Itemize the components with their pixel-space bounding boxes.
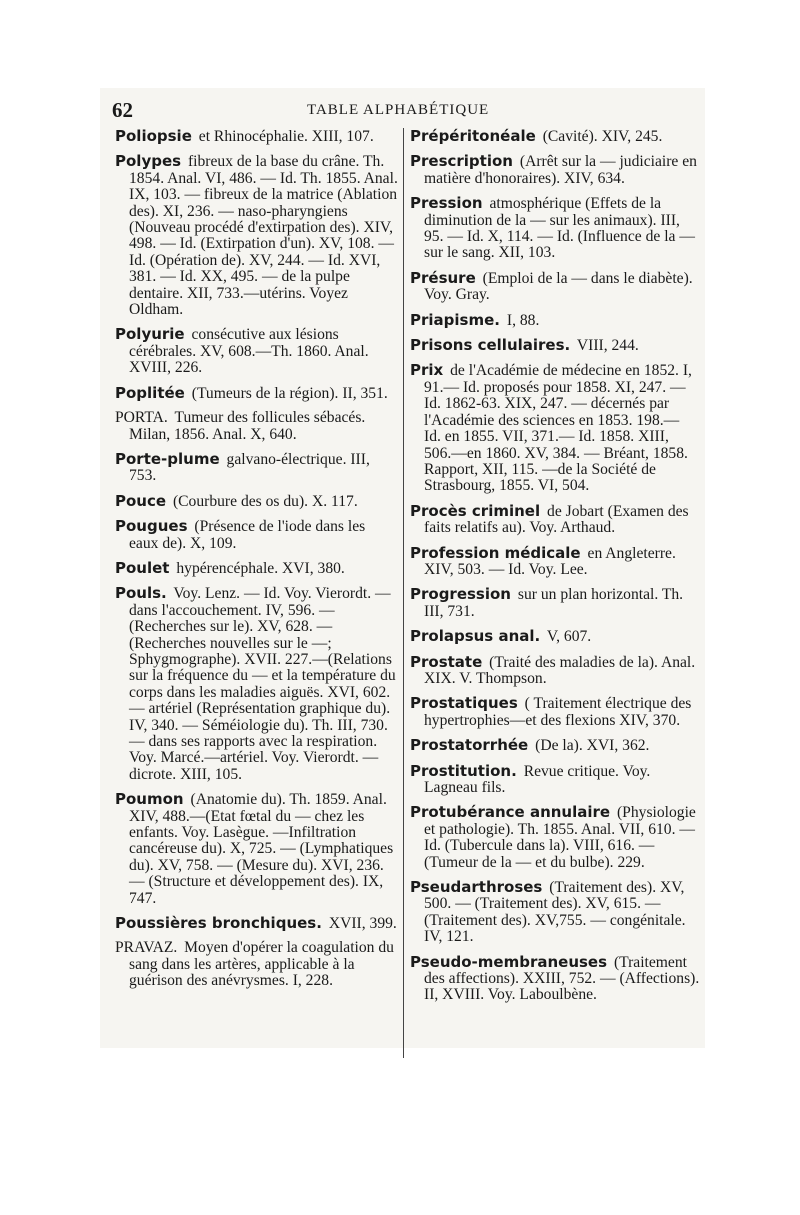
entry-headword: Poplitée xyxy=(115,383,185,402)
entry-headword: Pression xyxy=(410,194,483,213)
index-entry xyxy=(115,915,398,932)
entry-headword: Polypes xyxy=(115,152,182,171)
index-entry xyxy=(410,954,700,1004)
index-entry xyxy=(410,737,700,754)
entry-headword: Pseudo-membraneuses xyxy=(410,952,608,971)
entry-headword: Procès criminel xyxy=(410,501,541,520)
entry-text: en Angleterre. XIV, 503. — Id. Voy. Lee. xyxy=(424,544,676,578)
entry-headword: Poumon xyxy=(115,790,184,809)
index-entry xyxy=(410,586,700,620)
entry-headword: Prostate xyxy=(410,652,483,671)
entry-headword: PORTA. xyxy=(115,409,168,427)
entry-text: I, 88. xyxy=(506,311,540,329)
entry-text: et Rhinocéphalie. XIII, 107. xyxy=(198,128,374,145)
entry-text: XVII, 399. xyxy=(328,915,397,933)
entry-text: de l'Académie de médecine en 1852. I, 91.— Id. proposés pour 1858. XI, 247. — Id. 1862-63. XIX, 247. — décernés par l'Académie des sciences en 1853. 198.— Id. en 1855. VII, 371.— Id. 1858. XIII, 506.—en 1860. XV, 384. — Bréant, 1858. Rapport, XII, 115. —de la Société de Strasbourg, 1855. VI, 504. xyxy=(424,362,692,495)
entry-headword: Prostatorrhée xyxy=(410,736,529,755)
entry-headword: Poliopsie xyxy=(115,127,192,145)
entry-text: (Traitement des affections). XXIII, 752. — (Affections). II, XVIII. Voy. Laboulbène. xyxy=(424,953,700,1004)
left-column xyxy=(115,128,398,998)
entry-headword: Pouls. xyxy=(115,584,167,603)
index-entry xyxy=(115,791,398,907)
index-entry xyxy=(410,128,700,145)
entry-text: (Traité des maladies de la). Anal. XIX. V. Thompson. xyxy=(424,653,696,687)
entry-headword: Prostatiques xyxy=(410,694,518,713)
index-entry xyxy=(410,312,700,329)
entry-headword: Profession médicale xyxy=(410,543,581,562)
entry-text: VIII, 244. xyxy=(576,337,639,355)
index-entry xyxy=(410,695,700,729)
entry-headword: Pouce xyxy=(115,491,167,510)
entry-headword: Prescription xyxy=(410,152,513,171)
entry-headword: Progression xyxy=(410,585,511,604)
page-number: 62 xyxy=(112,98,133,122)
index-entry xyxy=(115,940,398,989)
entry-headword: Porte-plume xyxy=(115,449,220,468)
index-entry xyxy=(410,545,700,579)
entry-headword: Priapisme. xyxy=(410,310,500,329)
running-title: TABLE ALPHABÉTIQUE xyxy=(307,102,490,118)
index-entry xyxy=(410,879,700,946)
entry-headword: Pseudarthroses xyxy=(410,878,543,897)
entry-headword: Poussières bronchiques. xyxy=(115,914,322,933)
entry-text: V, 607. xyxy=(546,628,592,646)
right-column xyxy=(410,128,700,1012)
entry-headword: Présure xyxy=(410,268,476,287)
entry-text: Tumeur des follicules sébacés. Milan, 1856. Anal. X, 640. xyxy=(129,409,366,443)
index-entry xyxy=(115,385,398,402)
entry-headword: Prisons cellulaires. xyxy=(410,336,571,355)
index-entry xyxy=(410,153,700,187)
entry-headword: Prix xyxy=(410,361,444,380)
entry-headword: Protubérance annulaire xyxy=(410,803,611,822)
column-divider xyxy=(403,128,404,1058)
index-entry xyxy=(115,410,398,443)
index-entry xyxy=(115,518,398,552)
entry-headword: PRAVAZ. xyxy=(115,939,178,957)
entry-text: (Physiologie et pathologie). Th. 1855. Anal. VII, 610. — Id. (Tubercule dans la). VIII, 616. — (Tumeur de la — et du bulbe). 229. xyxy=(424,804,696,871)
entry-text: sur un plan horizontal. Th. III, 731. xyxy=(424,586,684,620)
entry-headword: Poulet xyxy=(115,558,170,577)
index-entry xyxy=(115,326,398,376)
index-entry xyxy=(410,195,700,262)
entry-text: hypérencéphale. XVI, 380. xyxy=(176,559,345,577)
index-entry xyxy=(115,493,398,510)
index-entry xyxy=(410,503,700,537)
entry-headword: Prépéritonéale xyxy=(410,127,536,145)
index-entry xyxy=(115,560,398,577)
entry-text: atmosphérique (Effets de la diminution de la — sur les animaux). III, 95. — Id. X, 114. — Id. (Influence de la — sur le sang. XII, 103. xyxy=(424,195,695,262)
entry-headword: Prolapsus anal. xyxy=(410,627,541,646)
entry-text: Revue critique. Voy. Lagneau fils. xyxy=(424,762,651,796)
entry-text: (Tumeurs de la région). II, 351. xyxy=(191,384,388,402)
entry-headword: Prostitution. xyxy=(410,761,517,780)
entry-text: galvano-électrique. III, 753. xyxy=(129,450,370,485)
entry-text: (Emploi de la — dans le diabète). Voy. Gray. xyxy=(424,269,693,304)
entry-text: (Cavité). XIV, 245. xyxy=(542,128,663,145)
index-entry xyxy=(115,153,398,318)
index-entry xyxy=(115,128,398,145)
index-entry xyxy=(410,763,700,797)
entry-headword: Pougues xyxy=(115,517,188,536)
index-entry xyxy=(115,585,398,783)
entry-text: (Courbure des os du). X. 117. xyxy=(172,492,358,510)
page-header xyxy=(112,98,698,122)
entry-text: (Arrêt sur la — judiciaire en matière d'honoraires). XIV, 634. xyxy=(424,153,697,187)
entry-text: consécutive aux lésions cérébrales. XV, 608.—Th. 1860. Anal. XVIII, 226. xyxy=(129,326,369,377)
entry-text: (Traitement des). XV, 500. — (Traitement des). XV, 615. — (Traitement des). XV,755. — congénitale. IV, 121. xyxy=(424,879,686,946)
entry-text: (De la). XVI, 362. xyxy=(535,737,650,755)
entry-text: Voy. Lenz. — Id. Voy. Vierordt. — dans l'accouchement. IV, 596. —(Recherches sur le). XV, 628. — (Recherches nouvelles sur le —; Sphygmographe). XVII. 227.—(Relations sur la fréquence du — et la température du corps dans les maladies aiguës. XVI, 602. — artériel (Représentation graphique du). IV, 340. — Séméiologie du). Th. III, 730. — dans ses rapports avec la respiration. Voy. Marcé.—artériel. Voy. Vierordt. — dicrote. XIII, 105. xyxy=(129,585,396,783)
index-entry xyxy=(410,804,700,871)
index-entry xyxy=(410,270,700,304)
index-entry xyxy=(115,451,398,485)
index-entry xyxy=(410,628,700,645)
entry-text: Moyen d'opérer la coagulation du sang dans les artères, applicable à la guérison des anévrysmes. I, 228. xyxy=(129,939,394,990)
index-entry xyxy=(410,654,700,688)
entry-headword: Polyurie xyxy=(115,325,185,344)
entry-text: ( Traitement électrique des hypertrophies—et des flexions XIV, 370. xyxy=(424,695,692,729)
entry-text: fibreux de la base du crâne. Th. 1854. Anal. VI, 486. — Id. Th. 1855. Anal. IX, 103. — fibreux de la matrice (Ablation des). XI, 236. — naso-pharyngiens (Nouveau procédé d'extirpation des). XIV, 498. — Id. (Extirpation d'un). XV, 108. — Id. (Opération de). XV, 244. — Id. XVI, 381. — Id. XX, 495. — de la pulpe dentaire. XII, 733.—utérins. Voyez Oldham. xyxy=(129,153,398,319)
entry-text: (Anatomie du). Th. 1859. Anal. XIV, 488.—(Etat fœtal du — chez les enfants. Voy. Lasègue. —Infiltration cancéreuse du). X, 725. — (Lymphatiques du). XV, 758. — (Mesure du). XVI, 236. — (Structure et développement des). IX, 747. xyxy=(129,791,394,907)
entry-text: (Présence de l'iode dans les eaux de). X, 109. xyxy=(129,518,366,552)
index-entry xyxy=(410,337,700,354)
index-entry xyxy=(410,362,700,494)
entry-text: de Jobart (Examen des faits relatifs au). Voy. Arthaud. xyxy=(424,502,689,537)
